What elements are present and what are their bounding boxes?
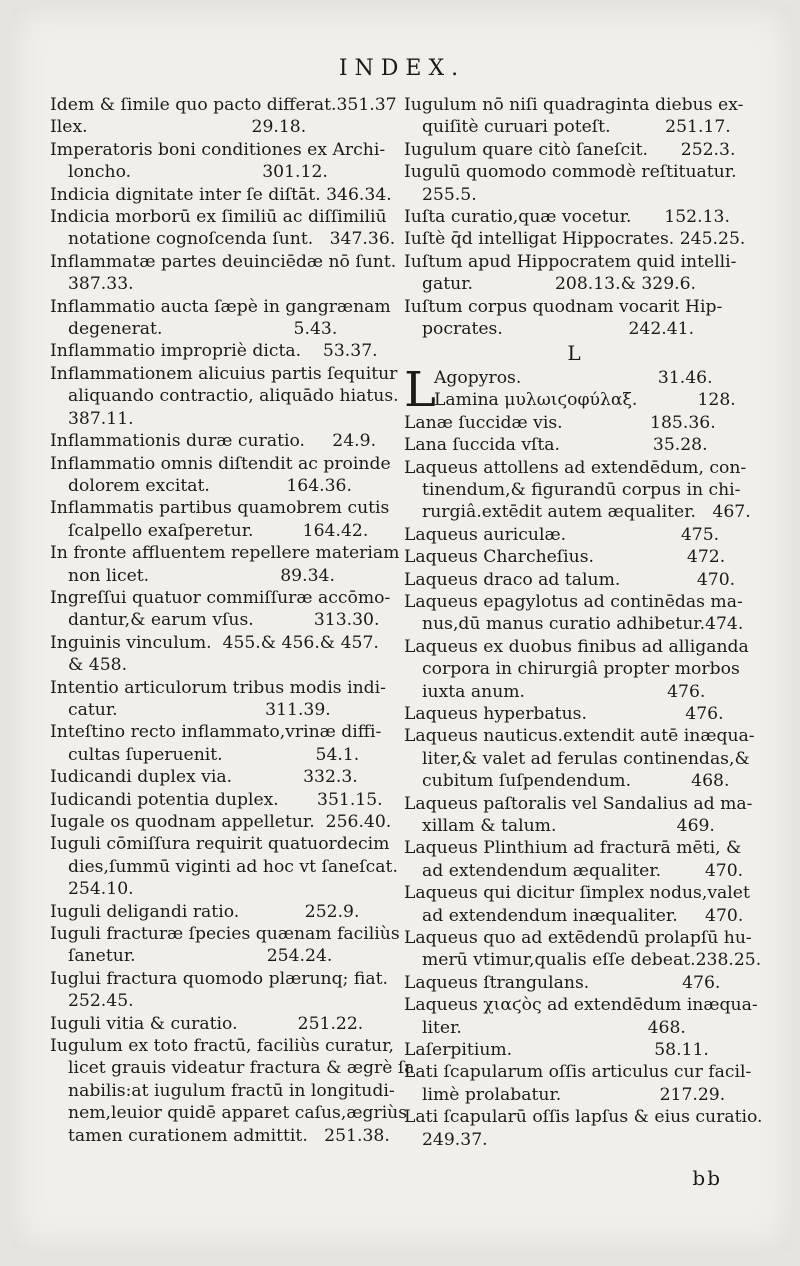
index-entry-line: Laſerpitium. 58.11. (404, 1040, 709, 1061)
index-entry-line: Lamina μυλωιϛοφύλαξ. 128. (434, 390, 736, 411)
index-entry-line: Ilex. 29.18. (50, 117, 307, 138)
index-entry-line: licet grauis videatur fractura & ægrè ſa (68, 1058, 415, 1079)
index-entry (50, 363, 399, 430)
index-entry (50, 1035, 415, 1147)
index-entry-line: Laqueus quo ad extēdendū prolapſū hu- (404, 928, 752, 949)
index-entry-line: Iugale os quodnam appelletur. 256.40. (50, 812, 392, 832)
index-entry-line: Intentio articulorum tribus modis indi- (50, 677, 386, 698)
catchword: bb (692, 1166, 722, 1190)
index-entry (404, 569, 744, 591)
index-entry (404, 251, 744, 296)
index-entry-line: Inflammatis partibus quamobrem cutis (50, 498, 390, 519)
index-entry (404, 412, 744, 434)
index-entry-line: Indicia dignitate inter ſe diſtāt. 346.34. (50, 184, 392, 205)
right-column (404, 94, 763, 1151)
index-entry-line: In fronte affluentem repellere materiam (50, 543, 400, 564)
book-page (12, 6, 792, 1250)
index-entry-line: Inflammationem alicuius partis ſequitur (50, 363, 398, 384)
index-entry (50, 206, 396, 251)
index-entry (404, 972, 744, 994)
index-entry (404, 927, 762, 972)
index-entry (404, 161, 744, 206)
index-entry (404, 1106, 763, 1151)
left-column (50, 94, 415, 1147)
index-entry (50, 923, 400, 968)
index-entry (50, 184, 392, 206)
index-entry-line: degenerat. 5.43. (68, 319, 338, 340)
index-entry-line: Inflammatæ partes deuinciēdæ nō ſunt. (50, 251, 397, 272)
dropcap-letter: L (404, 361, 436, 418)
index-entry-line: ad extendendum inæqualiter. 470. (422, 905, 744, 926)
index-entry (50, 251, 397, 296)
index-entry-line: Laqueus paſtoralis vel Sandalius ad ma- (404, 793, 753, 814)
index-entry-line: 254.10. (68, 879, 134, 900)
right-column-entries-l (404, 412, 763, 1151)
index-entry (404, 524, 744, 546)
index-entry-line: Inflammationis duræ curatio. 24.9. (50, 431, 377, 452)
index-entry-line: Laqueus nauticus.extendit autē inæqua- (404, 726, 755, 747)
right-column-entries-i (404, 94, 744, 340)
index-entry-line: Iugulū quomodo commodè reſtituatur. (404, 162, 737, 183)
index-entry (50, 430, 384, 452)
index-entry-line: Agopyros. 31.46. (434, 367, 713, 388)
index-entry-line: Inflammatio aucta ſæpè in gangrænam (50, 296, 391, 317)
index-entry-line: Iuſtè q̄d intelligat Hippocrates. 245.25. (404, 229, 746, 250)
index-entry (404, 837, 744, 882)
index-entry (50, 1013, 384, 1035)
index-entry-line: dantur,& earum vſus. 313.30. (68, 610, 380, 631)
index-entry-line: catur. 311.39. (68, 699, 331, 720)
index-entry-line: Laqueus attollens ad extendēdum, con- (404, 457, 747, 478)
index-entry-line: Lati ſcapularum oſſis articulus cur facil- (404, 1062, 752, 1083)
index-entry-line: xillam & talum. 469. (422, 816, 715, 836)
index-entry (404, 546, 744, 568)
index-entry (404, 725, 755, 792)
index-entry-line: Iugulum ex toto fractū, faciliùs curatur, (50, 1036, 394, 1057)
index-entry-line: Lana ſuccida vſta. 35.28. (404, 435, 708, 456)
index-entry (50, 497, 390, 542)
index-entry-line: tamen curationem admittit. 251.38. (68, 1125, 390, 1146)
index-entry-line: merū vtimur,qualis eſſe debeat.238.25. (422, 950, 762, 971)
index-entry-line: Iuguli vitia & curatio. 251.22. (50, 1013, 364, 1034)
index-entry (50, 968, 388, 1013)
index-entry (404, 228, 744, 250)
index-entry (50, 901, 384, 923)
index-entry-line: quiſitè curuari poteſt. 251.17. (422, 117, 731, 138)
index-entry-line: Inguinis vinculum. 455.& 456.& 457. (50, 632, 379, 653)
index-entry (404, 139, 744, 161)
section-heading-l: L (567, 341, 581, 366)
page-header: INDEX. (338, 56, 466, 81)
index-entry (404, 206, 744, 228)
index-entry-line: Iuſta curatio,quæ vocetur. 152.13. (404, 207, 730, 228)
index-entry-line: & 458. (68, 655, 128, 676)
index-entry-line: aliquando contractio, aliquādo hiatus. (68, 386, 399, 407)
index-entry-line: Laqueus epagylotus ad continēdas ma- (404, 591, 743, 612)
index-entry-line: dolorem excitat. 164.36. (68, 475, 352, 496)
index-entry (404, 703, 744, 725)
index-entry (404, 1039, 744, 1061)
index-entry-line: cubitum ſuſpendendum. 468. (422, 771, 730, 792)
index-entry-line: Iugulum nō niſi quadraginta diebus ex- (404, 95, 744, 115)
index-entry-line: non licet. 89.34. (68, 565, 335, 586)
index-entry (404, 994, 758, 1039)
index-entry (50, 721, 384, 766)
index-entry (404, 636, 749, 703)
index-entry-line: notatione cognoſcenda ſunt. 347.36. (68, 229, 396, 250)
index-entry (50, 833, 398, 900)
index-entry (404, 1061, 752, 1106)
index-entry-line: Lanæ ſuccidæ vis. 185.36. (404, 412, 716, 433)
index-entry-line: ſanetur. 254.24. (68, 946, 333, 967)
index-entry-line: Iuguli cōmiſſura requirit quatuordecim (50, 834, 390, 855)
index-entry-line: nus,dū manus curatio adhibetur.474. (422, 614, 744, 635)
index-entry (404, 434, 744, 456)
index-entry-line: Laqueus ſtrangulans. 476. (404, 972, 721, 993)
index-entry (404, 882, 750, 927)
index-entry-line: Iugulum quare citò ſaneſcit. 252.3. (404, 139, 736, 160)
index-entry (50, 632, 384, 677)
index-entry (50, 94, 397, 116)
index-entry-line: pocrates. 242.41. (422, 319, 695, 340)
index-entry (50, 587, 391, 632)
index-entry-line: limè prolabatur. 217.29. (422, 1084, 726, 1105)
index-entry-line: dies,ſummū viginti ad hoc vt ſaneſcat. (68, 856, 398, 877)
index-entry-line: Inteſtino recto inflammato,vrinæ diffi- (50, 722, 382, 743)
index-entry-line: Idem & ſimile quo pacto differat.351.37 (50, 95, 397, 115)
index-entry (50, 453, 391, 498)
index-entry (50, 296, 391, 341)
index-entry-line: Laqueus ex duobus finibus ad alliganda (404, 636, 749, 657)
index-entry (50, 139, 384, 184)
index-entry-line: Laqueus χιαϛὸς ad extendēdum inæqua- (404, 995, 758, 1016)
index-entry (50, 811, 392, 833)
index-entry-line: Iuguli fracturæ ſpecies quænam faciliùs (50, 924, 400, 945)
index-entry-line: Lati ſcapularū oſſis lapſus & eius curatio. (404, 1107, 763, 1128)
index-entry-line: liter. 468. (422, 1017, 686, 1038)
index-entry-line: Iudicandi duplex via. 332.3. (50, 767, 358, 788)
index-entry-line: gatur. 208.13.& 329.6. (422, 274, 696, 295)
index-entry (50, 116, 384, 138)
index-entry-line: Iuſtum corpus quodnam vocarit Hip- (404, 296, 723, 317)
index-entry-line: Laqueus Plinthium ad fracturā mēti, & (404, 838, 742, 859)
index-entry-line: ad extendendum æqualiter. 470. (422, 860, 744, 881)
index-entry-line: Imperatoris boni conditiones ex Archi- (50, 139, 386, 160)
index-entry (50, 766, 384, 788)
index-entry (50, 789, 384, 811)
index-entry-line: Laqueus hyperbatus. 476. (404, 703, 724, 724)
index-entry-line: Laqueus qui dicitur ſimplex nodus,valet (404, 883, 750, 904)
index-entry-line: Laqueus Charcheſius. 472. (404, 547, 726, 568)
index-entry-line: ſcalpello exaſperetur. 164.42. (68, 520, 369, 541)
index-entry-line: nabilis:at iugulum fractū in longitudi- (68, 1080, 395, 1101)
index-entry-line: 249.37. (422, 1129, 488, 1150)
index-entry (50, 677, 384, 722)
index-entry-line: Inflammatio omnis diſtendit ac proinde (50, 453, 391, 474)
index-entry (404, 94, 744, 139)
index-entry-line: liter,& valet ad ferulas continendas,& (422, 748, 750, 769)
index-entry (50, 340, 384, 362)
index-entry-line: rurgiâ.extēdit autem æqualiter. 467. (422, 502, 751, 523)
index-entry-line: 252.45. (68, 991, 134, 1012)
index-entry (404, 296, 744, 341)
index-entry-line: 387.33. (68, 274, 134, 295)
index-entry-line: corpora in chirurgiâ propter morbos (422, 659, 740, 680)
index-entry-line: iuxta anum. 476. (422, 681, 706, 702)
index-entry-line: Laqueus draco ad talum. 470. (404, 569, 736, 590)
index-entry-line: 255.5. (422, 184, 477, 205)
dropcap-entry (404, 361, 744, 418)
index-entry-line: Laqueus auriculæ. 475. (404, 524, 720, 545)
index-entry-line: cultas ſuperuenit. 54.1. (68, 744, 360, 765)
index-entry (404, 591, 744, 636)
index-entry-line: nem,leuior quidē apparet caſus,ægriùs (68, 1103, 408, 1124)
index-entry-line: Inflammatio impropriè dicta. 53.37. (50, 341, 378, 362)
index-entry-line: Iuglui fractura quomodo plærunq; fiat. (50, 968, 388, 989)
index-entry-line: Ingreſſui quatuor commiſſuræ accōmo- (50, 587, 391, 608)
index-entry (404, 793, 753, 838)
index-entry-line: 387.11. (68, 408, 134, 429)
index-entry-line: Indicia morborū ex ſimiliū ac diſſimiliū (50, 207, 387, 228)
index-entry-line: Iuguli deligandi ratio. 252.9. (50, 901, 360, 922)
index-entry-line: loncho. 301.12. (68, 162, 328, 183)
index-entry (50, 542, 400, 587)
index-entry-line: tinendum,& figurandū corpus in chi- (422, 479, 741, 500)
index-entry-line: Iuſtum apud Hippocratem quid intelli- (404, 251, 737, 272)
index-entry (404, 457, 751, 524)
index-entry-line: Iudicandi potentia duplex. 351.15. (50, 789, 383, 810)
